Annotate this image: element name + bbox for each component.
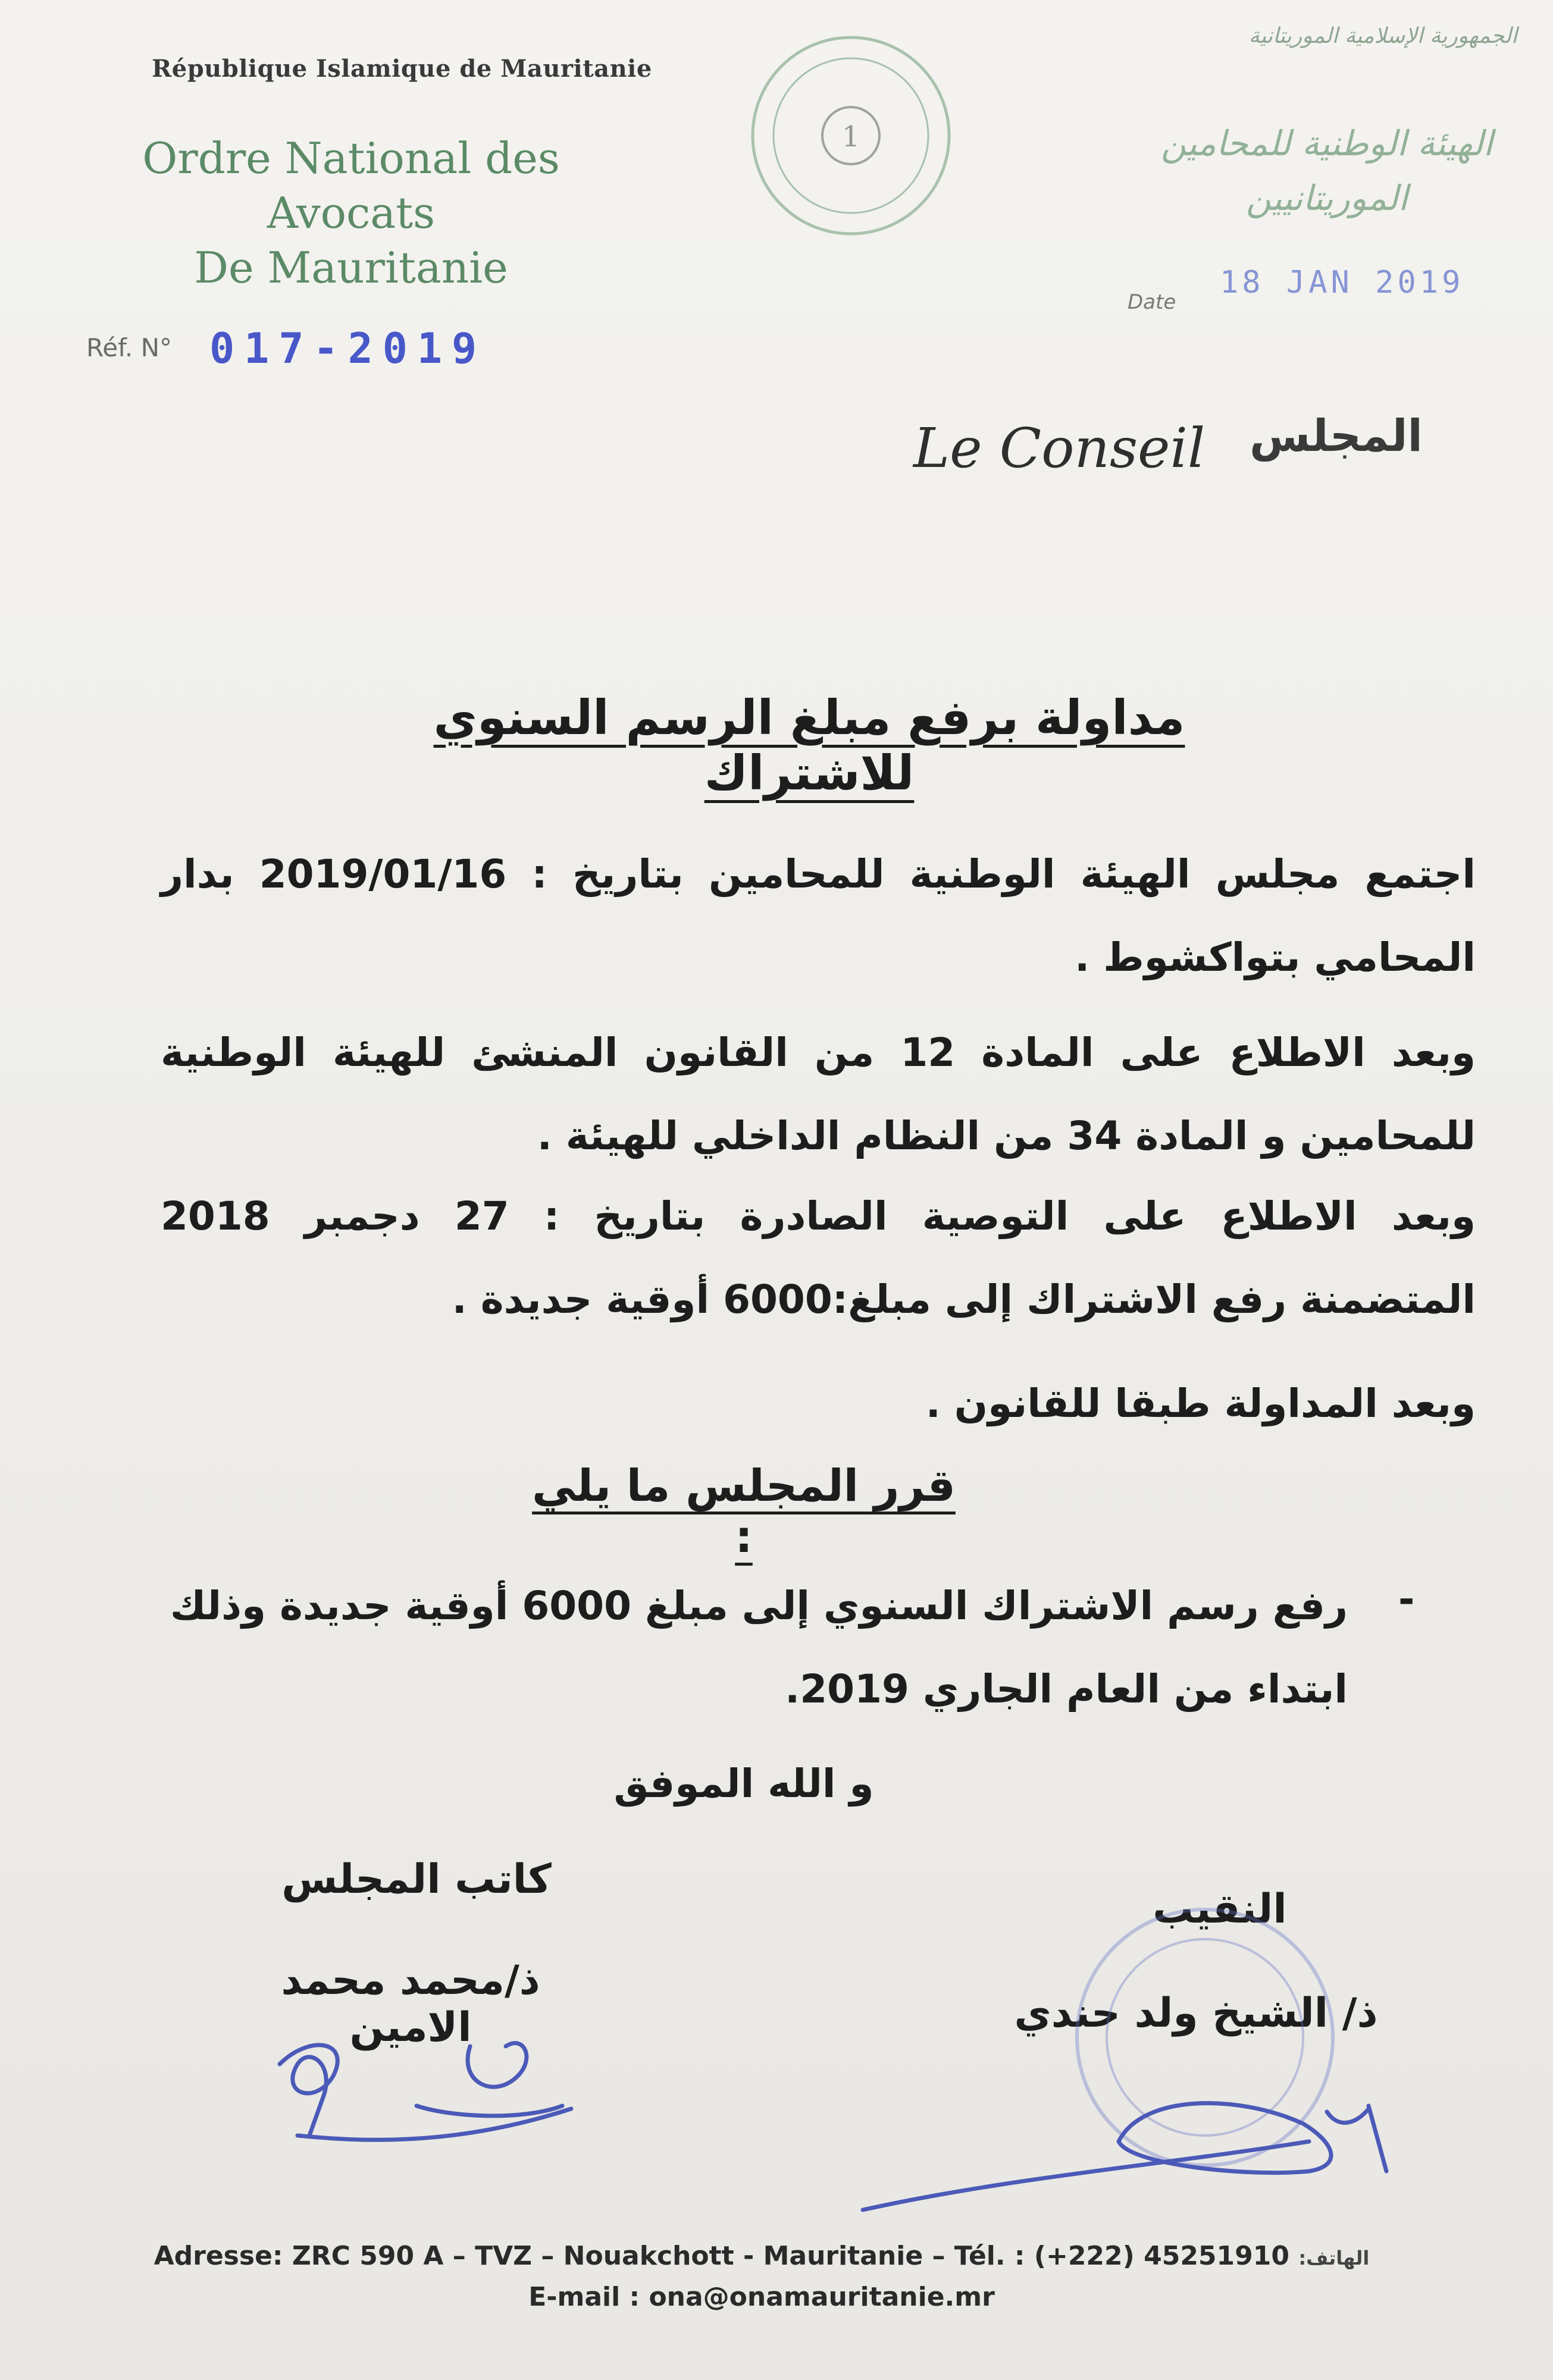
footer-address-line xyxy=(119,2237,1404,2278)
paragraph-deliberation: وبعد المداولة طبقا للقانون . xyxy=(925,1381,1476,1426)
date-stamp: 18 JAN 2019 xyxy=(1220,265,1464,300)
document-title: مداولة برفع مبلغ الرسم السنوي للاشتراك xyxy=(433,690,1185,801)
footer-phone-arabic: :الهاتف xyxy=(1298,2247,1370,2269)
arabic-order-line2: الموريتانيين xyxy=(1246,178,1408,218)
arabic-republic-heading: الجمهورية الإسلامية الموريتانية xyxy=(1248,24,1517,48)
decision-item: رفع رسم الاشتراك السنوي إلى مبلغ 6000 أوقية جديدة وذلك ابتداء من العام الجاري 2019. xyxy=(170,1583,1348,1712)
arabic-order-line1: الهيئة الوطنية للمحامين xyxy=(1161,123,1493,164)
seal-bottom xyxy=(1077,1909,1333,2165)
order-name-line2: De Mauritanie xyxy=(194,243,508,293)
footer-address: Adresse: ZRC 590 A – TVZ – Nouakchott - Mauritanie – Tél. : (+222) 45251910 xyxy=(154,2241,1290,2271)
council-arabic: المجلس xyxy=(1250,410,1423,462)
seal-top xyxy=(753,37,949,234)
secretary-title: كاتب المجلس xyxy=(281,1856,552,1903)
council-french: Le Conseil xyxy=(913,416,1206,480)
order-name-line1: Ordre National des Avocats xyxy=(142,133,560,238)
paragraph-meeting: اجتمع مجلس الهيئة الوطنية للمحامين بتاريخ : 2019/01/16 بدار المحامي بتواكشوط . xyxy=(161,851,1476,980)
decision-heading: قرر المجلس ما يلي : xyxy=(532,1460,956,1563)
footer-email: E-mail : ona@onamauritanie.mr xyxy=(528,2282,995,2312)
closing-formula: و الله الموفق xyxy=(613,1761,874,1807)
seal-center-text: 1 xyxy=(841,120,860,153)
reference-number: 017-2019 xyxy=(209,324,487,373)
paragraph-recommendation: وبعد الاطلاع على التوصية الصادرة بتاريخ : 27 دجمبر 2018 المتضمنة رفع الاشتراك إلى مبلغ:6000 أوقية جديدة . xyxy=(161,1193,1476,1322)
date-label: Date xyxy=(1128,290,1176,314)
paragraph-article: وبعد الاطلاع على المادة 12 من القانون المنشئ للهيئة الوطنية للمحامين و المادة 34 من النظام الداخلي للهيئة . xyxy=(161,1030,1476,1159)
secretary-signature xyxy=(280,2043,571,2140)
footer xyxy=(119,2237,1404,2317)
reference-label: Réf. N° xyxy=(86,333,172,362)
batonnier-name: ذ/ الشيخ ولد حندي xyxy=(1014,1990,1378,2037)
bullet-marker: - xyxy=(1398,1576,1415,1622)
batonnier-title: النقيب xyxy=(1153,1886,1287,1933)
secretary-name: ذ/محمد محمد الامين xyxy=(281,1957,540,2051)
republic-heading: République Islamique de Mauritanie xyxy=(152,55,652,83)
batonnier-signature xyxy=(863,2103,1386,2210)
